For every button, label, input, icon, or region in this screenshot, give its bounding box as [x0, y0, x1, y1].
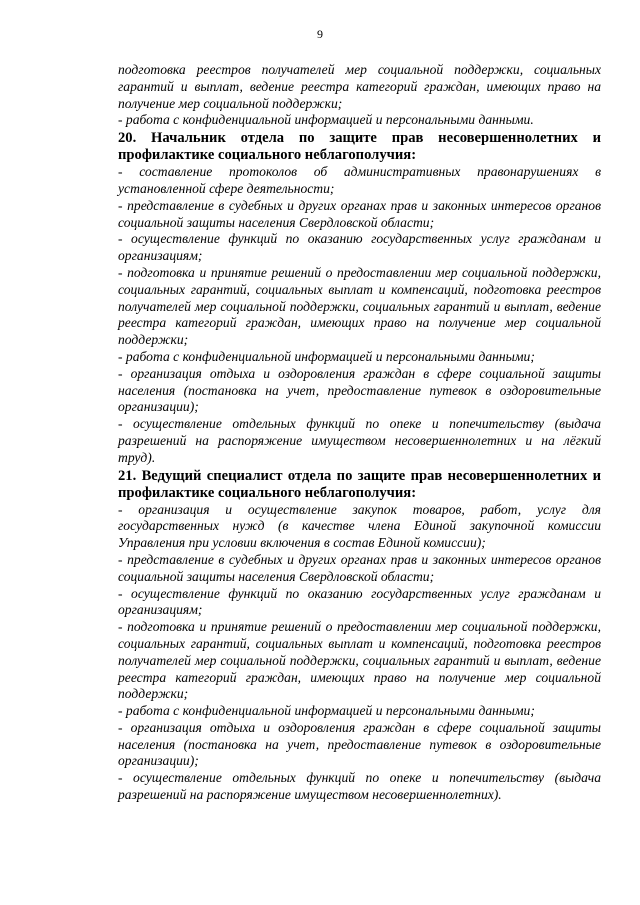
paragraph-list-item: - представление в судебных и других органах прав и законных интересов органов социальной защиты населения Свердловской области;	[118, 197, 601, 230]
section-heading-21: 21. Ведущий специалист отдела по защите прав несовершеннолетних и профилактике социального неблагополучия:	[118, 467, 601, 501]
paragraph-list-item: - работа с конфиденциальной информацией и персональными данными.	[118, 112, 534, 128]
paragraph-list-item: - организация отдыха и оздоровления граждан в сфере социальной защиты населения (постановка на учет, предоставление путевок в оздоровительные организации);	[118, 719, 601, 769]
section-heading-20: 20. Начальник отдела по защите прав несовершеннолетних и профилактике социального неблагополучия:	[118, 130, 601, 164]
paragraph-list-item: - осуществление функций по оказанию государственных услуг гражданам и организациям;	[118, 585, 601, 618]
paragraph-continued-list-item: подготовка реестров получателей мер социальной поддержки, социальных гарантий и выплат, ведение реестра категорий граждан, имеющих право на получение мер социальной поддержки;	[118, 62, 601, 111]
paragraph-list-item: - организация и осуществление закупок товаров, работ, услуг для государственных нужд (в качестве члена Единой закупочной комиссии Управления при условии включения в состав Единой комиссии);	[118, 501, 601, 551]
paragraph-list-item: - составление протоколов об административных правонарушениях в установленной сфере деятельности;	[118, 164, 601, 196]
paragraph-list-item: - осуществление отдельных функций по опеке и попечительству (выдача разрешений на распоряжение имуществом несовершеннолетних).	[118, 770, 601, 803]
paragraph-list-item: - подготовка и принятие решений о предоставлении мер социальной поддержки, социальных гарантий, социальных выплат и компенсаций, подготовка реестров получателей мер социальной поддержки, социальных гарантий и выплат, ведение реестра категорий граждан, имеющих право на получение мер социальной поддержки;	[118, 264, 601, 348]
paragraph-list-item: - осуществление отдельных функций по опеке и попечительству (выдача разрешений на распоряжение имуществом несовершеннолетних и на лёгкий труд).	[118, 416, 601, 465]
paragraph-list-item: - осуществление функций по оказанию государственных услуг гражданам и организациям;	[118, 231, 601, 264]
paragraph-list-item: - представление в судебных и других органах прав и законных интересов органов социальной защиты населения Свердловской области;	[118, 551, 601, 584]
paragraph-list-item: - работа с конфиденциальной информацией и персональными данными;	[118, 348, 535, 364]
page-number: 9	[317, 27, 323, 41]
paragraph-list-item: - подготовка и принятие решений о предоставлении мер социальной поддержки, социальных гарантий, социальных выплат и компенсаций, подготовка реестров получателей мер социальной поддержки, социальных гарантий и выплат, ведение реестра категорий граждан, имеющих право на получение мер социальной поддержки;	[118, 619, 601, 702]
document-body	[118, 62, 601, 804]
paragraph-list-item: - организация отдыха и оздоровления граждан в сфере социальной защиты населения (постановка на учет, предоставление путевок в оздоровительные организации);	[118, 365, 601, 415]
paragraph-list-item: - работа с конфиденциальной информацией и персональными данными;	[118, 703, 535, 719]
